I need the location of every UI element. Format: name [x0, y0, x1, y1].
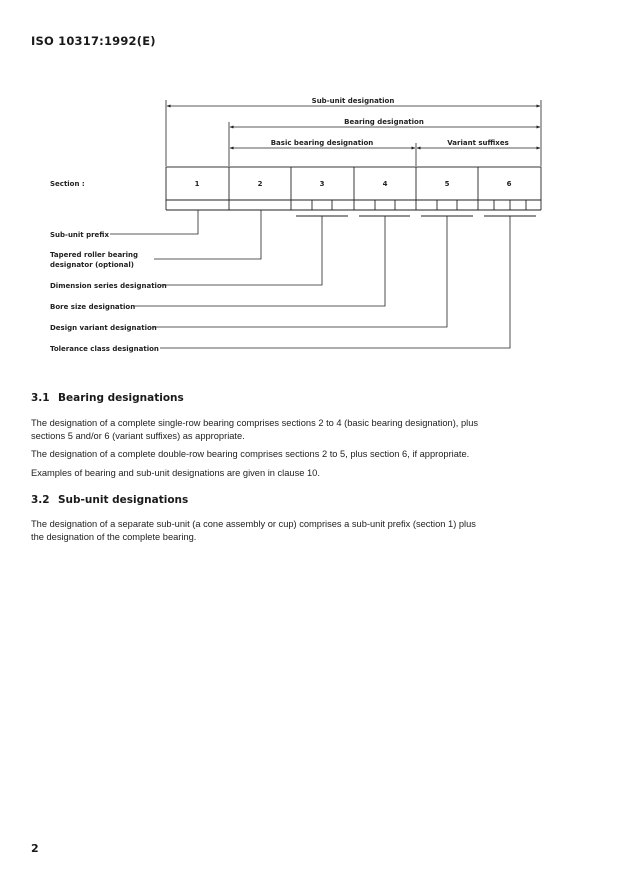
- paragraph-3-1-1-line2: sections 5 and/or 6 (variant suffixes) as appropriate.: [31, 430, 245, 441]
- leader-bore-size: [133, 216, 385, 306]
- heading-3-2-number: 3.2: [31, 494, 50, 506]
- callout-tolerance-class: Tolerance class designation: [50, 345, 159, 353]
- page-number: 2: [31, 842, 39, 855]
- paragraph-3-2-1: [31, 518, 566, 543]
- designation-diagram: [0, 0, 619, 380]
- callout-tapered-roller-optional: designator (optional): [50, 261, 134, 269]
- leader-tolerance-class: [160, 216, 510, 348]
- section-1: 1: [194, 180, 200, 188]
- callout-sub-unit-prefix: Sub-unit prefix: [50, 231, 110, 239]
- paragraph-3-1-1-line1: The designation of a complete single-row bearing comprises sections 2 to 4 (basic bearing designation), plus: [31, 418, 479, 428]
- section-6: 6: [506, 180, 512, 188]
- basic-label: Basic bearing designation: [270, 139, 374, 147]
- section-label: Section :: [50, 180, 85, 188]
- section-2: 2: [257, 180, 263, 188]
- section-3: 3: [319, 180, 325, 188]
- paragraph-3-1-2: The designation of a complete double-row bearing comprises sections 2 to 5, plus section 6, if appropriate.: [31, 449, 470, 459]
- sections-row: [166, 167, 541, 200]
- callout-design-variant: Design variant designation: [50, 324, 157, 332]
- leader-sub-unit-prefix: [110, 210, 198, 234]
- heading-3-1-number: 3.1: [31, 392, 50, 404]
- sub-unit-label: Sub-unit designation: [311, 97, 395, 105]
- leader-dimension-series: [161, 216, 322, 285]
- paragraph-3-1-1: [31, 417, 566, 442]
- leader-tapered-roller: [154, 210, 261, 259]
- heading-3-2: [31, 494, 188, 506]
- paragraph-3-2-1-line2: the designation of the complete bearing.: [31, 531, 197, 542]
- bearing-label: Bearing designation: [344, 118, 424, 126]
- paragraph-3-1-3: Examples of bearing and sub-unit designations are given in clause 10.: [31, 468, 320, 478]
- heading-3-2-title: Sub-unit designations: [58, 494, 189, 506]
- variant-label: Variant suffixes: [447, 139, 509, 147]
- document-header: ISO 10317:1992(E): [31, 34, 156, 48]
- heading-3-1: [31, 392, 184, 404]
- leader-design-variant: [152, 216, 447, 327]
- section-4: 4: [382, 180, 388, 188]
- callout-tapered-roller: Tapered roller bearing: [50, 251, 139, 259]
- callout-dimension-series: Dimension series designation: [50, 282, 167, 290]
- heading-3-1-title: Bearing designations: [58, 392, 184, 404]
- section-5: 5: [444, 180, 450, 188]
- paragraph-3-2-1-line1: The designation of a separate sub-unit (a cone assembly or cup) comprises a sub-unit prefix (section 1) plus: [31, 519, 476, 529]
- callout-bore-size: Bore size designation: [50, 303, 136, 311]
